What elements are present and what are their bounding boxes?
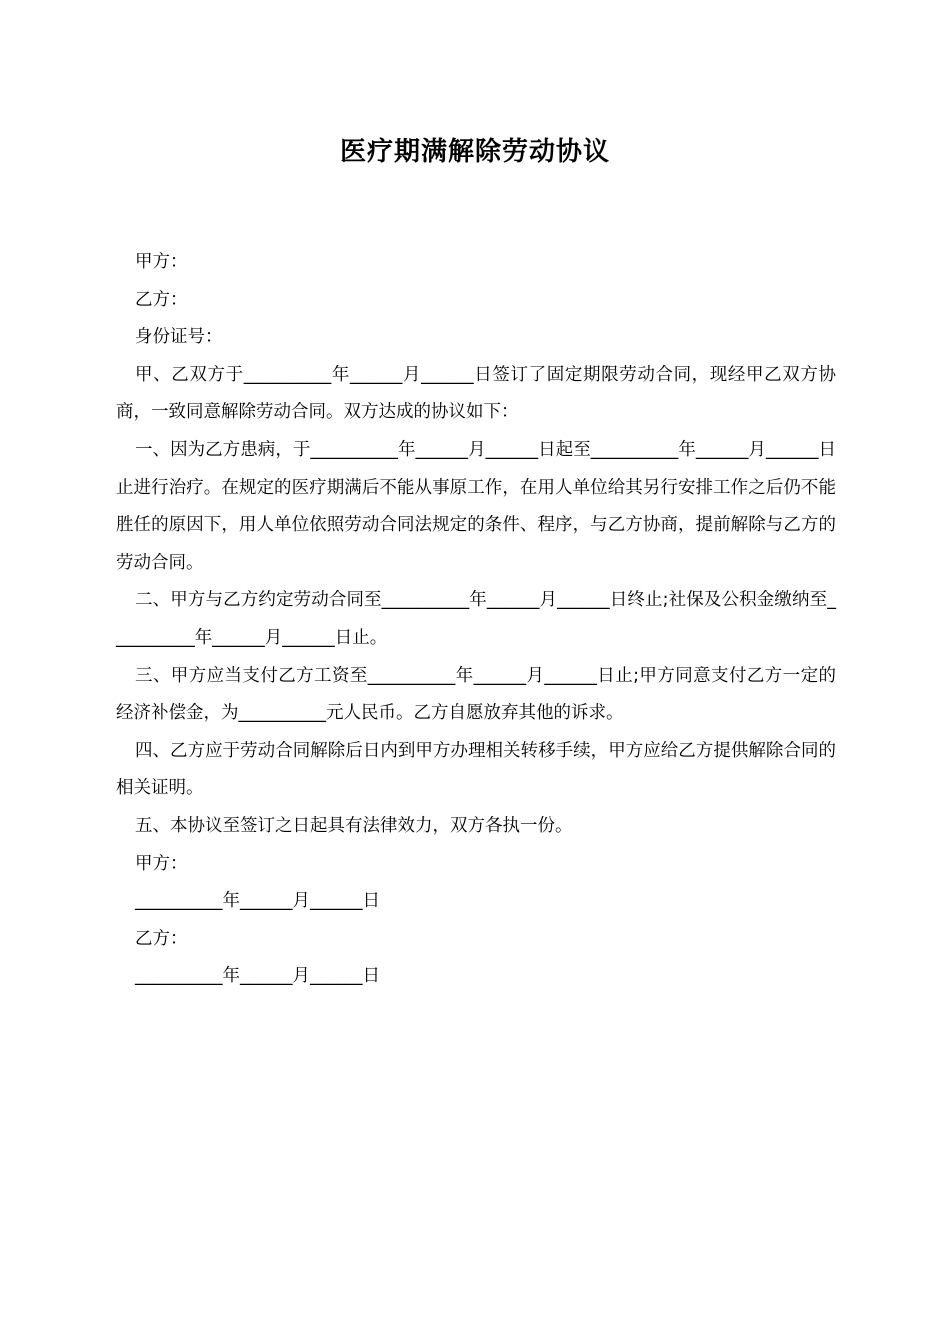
signature-party-a: 甲方： [135, 853, 188, 874]
clause-2: 二、甲方与乙方约定劳动合同至__________年______月______日终止;社保及公积金缴纳至__________年______月______日止。 [116, 590, 836, 648]
party-b-label: 乙方： [135, 289, 188, 310]
clause-3: 三、甲方应当支付乙方工资至__________年______月______日止;甲方同意支付乙方一定的经济补偿金，为__________元人民币。乙方自愿放弃其他的诉求。 [116, 665, 836, 724]
clause-5: 五、本协议至签订之日起具有法律效力，双方各执一份。 [135, 815, 573, 836]
signature-party-b: 乙方： [135, 928, 188, 949]
document-title: 医疗期满解除劳动协议 [339, 137, 610, 167]
clause-4: 四、乙方应于劳动合同解除后日内到甲方办理相关转移手续，甲方应给乙方提供解除合同的相关证明。 [116, 740, 836, 799]
signature-date-a: __________年______月______日 [135, 891, 380, 912]
id-number-label: 身份证号： [135, 327, 223, 348]
clause-1: 一、因为乙方患病，于__________年______月______日起至__________年______月______日止进行治疗。在规定的医疗期满后不能从事原工作，在用人单位给其另行安排工作之后仍不能胜任的原因下，用人单位依照劳动合同法规定的条件、程序，与乙方协商，提前解除与乙方的劳动合同。 [116, 439, 836, 573]
party-a-label: 甲方： [135, 252, 188, 272]
signature-date-b: __________年______月______日 [135, 966, 380, 987]
document-body [116, 244, 836, 996]
intro-paragraph: 甲、乙双方于__________年______月______日签订了固定期限劳动合同，现经甲乙双方协商，一致同意解除劳动合同。双方达成的协议如下： [116, 364, 836, 423]
